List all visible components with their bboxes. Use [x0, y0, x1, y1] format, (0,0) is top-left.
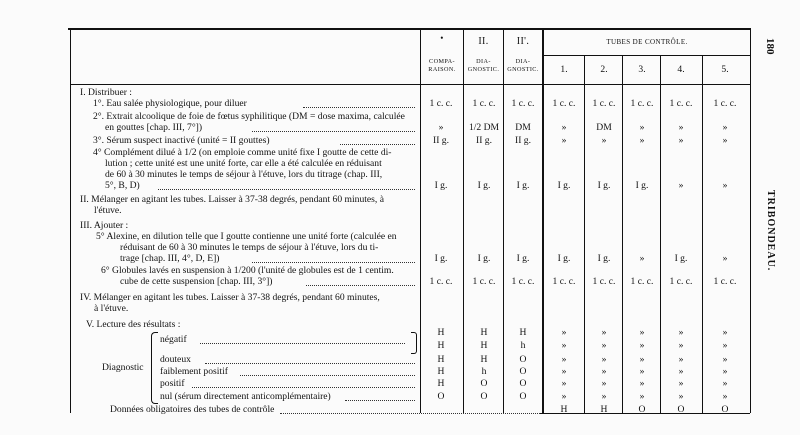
cell-faib-1: H	[437, 366, 445, 377]
cell-r3-6: »	[639, 135, 645, 146]
cell-r3-4: »	[561, 135, 567, 146]
leader-dots-r1	[303, 107, 415, 108]
cell-dout-7: »	[678, 354, 684, 365]
col-II-sub-header: DIA- GNOSTIC.	[467, 58, 500, 73]
tube-number-4: 4.	[677, 64, 685, 75]
cell-r3-8: »	[722, 135, 728, 146]
col-rule-9	[750, 28, 751, 413]
cell-neg2-6: »	[639, 340, 645, 351]
cell-r1-5: 1 c. c.	[592, 98, 616, 109]
cell-faib-5: »	[601, 366, 607, 377]
cell-nul-6: »	[639, 391, 645, 402]
leader-dots-dout	[205, 363, 415, 364]
cell-donnees-3: O	[638, 404, 646, 415]
cell-r1-3: 1 c. c.	[511, 98, 535, 109]
cell-posi-2: O	[480, 378, 488, 389]
leader-dots-r4	[158, 189, 415, 190]
cell-posi-1: H	[437, 378, 445, 389]
cell-posi-4: »	[561, 378, 567, 389]
cell-posi-7: »	[678, 378, 684, 389]
cell-neg2-4: »	[561, 340, 567, 351]
tubes-header: TUBES DE CONTRÔLE.	[606, 38, 688, 46]
cell-neg1-3: H	[519, 327, 527, 338]
cell-dout-2: H	[480, 354, 488, 365]
nul-label: nul (sérum directement anticomplémentaire)	[160, 391, 331, 402]
cell-nul-7: »	[678, 391, 684, 402]
comparaison-header: COMPA- RAISON.	[428, 58, 456, 73]
row5-label-b: réduisant de 60 à 30 minutes le temps de séjour à l'étuve, lors du ti-	[120, 242, 379, 253]
header-bottom-rule	[70, 84, 750, 85]
section-III-title: III. Ajouter :	[80, 220, 129, 231]
row4-label-a: 4° Complément dilué à 1/2 (on emploie comme unité fixe I goutte de cette di-	[93, 147, 392, 158]
cell-r5-4: I g.	[557, 253, 571, 264]
tubes-header-rule	[542, 55, 750, 56]
cell-r1-2: 1 c. c.	[472, 98, 496, 109]
cell-r6-3: 1 c. c.	[511, 276, 535, 287]
table-left-rule	[70, 28, 71, 413]
leader-dots-r3	[340, 144, 415, 145]
cell-nul-2: O	[480, 391, 488, 402]
row6-label-a: 6° Globules lavés en suspension à 1/200 (l'unité de globules est de 1 centim.	[101, 265, 394, 276]
cell-r4-3: I g.	[516, 180, 530, 191]
cell-neg1-4: »	[561, 327, 567, 338]
cell-neg2-7: »	[678, 340, 684, 351]
cell-faib-2: h	[481, 366, 487, 377]
tube-number-1: 1.	[560, 64, 568, 75]
tube-number-3: 3.	[638, 64, 646, 75]
cell-r4-6: I g.	[635, 180, 649, 191]
cell-neg2-8: »	[722, 340, 728, 351]
row3-label: 3°. Sérum suspect inactivé (unité = II gouttes)	[93, 135, 270, 146]
cell-r4-7: »	[678, 180, 684, 191]
cell-donnees-1: H	[560, 404, 568, 415]
cell-r4-4: I g.	[557, 180, 571, 191]
leader-dots-faib	[240, 375, 415, 376]
cell-r1-6: 1 c. c.	[630, 98, 654, 109]
row5-label-a: 5° Alexine, en dilution telle que I goutte contienne une unité forte (calculée en	[96, 231, 397, 242]
cell-posi-6: »	[639, 378, 645, 389]
row4-label-b: lution ; cette unité est une unité forte, car elle a été calculée en réduisant	[105, 158, 382, 169]
diagnostic-label: Diagnostic	[102, 362, 144, 373]
page-number: 180	[764, 38, 776, 55]
leader-dots-r2	[252, 131, 415, 132]
section-II-title-b: l'étuve.	[94, 205, 122, 216]
douteux-label: douteux	[160, 354, 191, 365]
cell-r2-2: 1/2 DM	[468, 122, 500, 133]
cell-neg1-2: H	[480, 327, 488, 338]
cell-dout-8: »	[722, 354, 728, 365]
cell-faib-6: »	[639, 366, 645, 377]
cell-r6-8: 1 c. c.	[713, 276, 737, 287]
cell-faib-7: »	[678, 366, 684, 377]
cell-r6-1: 1 c. c.	[429, 276, 453, 287]
cell-dout-3: O	[519, 354, 527, 365]
cell-nul-8: »	[722, 391, 728, 402]
cell-r6-2: 1 c. c.	[472, 276, 496, 287]
table-top-rule	[68, 28, 750, 30]
cell-donnees-2: H	[600, 404, 608, 415]
section-I-title: I. Distribuer :	[80, 87, 132, 98]
cell-r2-1: »	[438, 122, 444, 133]
cell-r2-5: DM	[596, 122, 612, 133]
cell-posi-8: »	[722, 378, 728, 389]
cell-r4-1: I g.	[434, 180, 448, 191]
cell-neg1-7: »	[678, 327, 684, 338]
cell-r5-6: »	[639, 253, 645, 264]
cell-r3-3: II g.	[515, 135, 531, 146]
col-rule-8	[702, 55, 703, 413]
faiblement-positif-label: faiblement positif	[160, 366, 228, 377]
cell-r4-2: I g.	[477, 180, 491, 191]
cell-faib-8: »	[722, 366, 728, 377]
leader-dots-r6	[306, 285, 415, 286]
cell-r2-3: DM	[515, 122, 531, 133]
running-head: TRIBONDEAU.	[765, 190, 776, 272]
cell-donnees-5: O	[721, 404, 729, 415]
tube-number-5: 5.	[721, 64, 729, 75]
row2-label-b: en gouttes [chap. III, 7°])	[105, 122, 203, 133]
cell-r4-8: »	[722, 180, 728, 191]
cell-r1-4: 1 c. c.	[552, 98, 576, 109]
cell-dout-1: H	[437, 354, 445, 365]
cell-dout-5: »	[601, 354, 607, 365]
cell-r1-8: 1 c. c.	[713, 98, 737, 109]
donnees-label: Données obligatoires des tubes de contrôle	[110, 404, 275, 415]
diagnostic-brace	[151, 332, 158, 404]
cell-r1-1: 1 c. c.	[429, 98, 453, 109]
cell-nul-4: »	[561, 391, 567, 402]
cell-r6-6: 1 c. c.	[630, 276, 654, 287]
row4-label-d: 5°, B, D)	[105, 180, 140, 191]
leader-dots-r5	[252, 262, 415, 263]
comparaison-mark: •	[440, 33, 444, 43]
cell-faib-3: O	[519, 366, 527, 377]
cell-faib-4: »	[561, 366, 567, 377]
cell-r5-1: I g.	[434, 253, 448, 264]
cell-r1-7: 1 c. c.	[669, 98, 693, 109]
cell-r6-5: 1 c. c.	[592, 276, 616, 287]
cell-r2-6: »	[639, 122, 645, 133]
cell-neg2-5: »	[601, 340, 607, 351]
cell-nul-1: O	[437, 391, 445, 402]
section-IV-title-a: IV. Mélanger en agitant les tubes. Laisser à 37-38 degrés, pendant 60 minutes,	[80, 292, 380, 303]
section-II-title-a: II. Mélanger en agitant les tubes. Laisser à 37-38 degrés, pendant 60 minutes, à	[80, 194, 384, 205]
cell-neg1-5: »	[601, 327, 607, 338]
cell-r2-8: »	[722, 122, 728, 133]
negatif-label: négatif	[160, 334, 187, 345]
cell-dout-4: »	[561, 354, 567, 365]
cell-neg1-6: »	[639, 327, 645, 338]
cell-nul-5: »	[601, 391, 607, 402]
cell-r5-2: I g.	[477, 253, 491, 264]
cell-r6-7: 1 c. c.	[669, 276, 693, 287]
cell-neg2-2: H	[480, 340, 488, 351]
section-V-title: V. Lecture des résultats :	[86, 319, 181, 330]
leader-dots-donnees	[280, 413, 540, 414]
cell-r2-7: »	[678, 122, 684, 133]
cell-r5-3: I g.	[516, 253, 530, 264]
cell-r5-8: »	[722, 253, 728, 264]
cell-nul-3: O	[519, 391, 527, 402]
row5-label-c: trage [chap. III, 4°, D, E])	[120, 253, 220, 264]
leader-dots-nul	[345, 400, 415, 401]
cell-neg1-1: H	[437, 327, 445, 338]
row2-label-a: 2°. Extrait alcoolique de foie de fœtus syphilitique (DM = dose maxima, calculée	[93, 111, 405, 122]
cell-r3-1: II g.	[433, 135, 449, 146]
cell-r3-5: »	[601, 135, 607, 146]
row6-label-b: cube de cette suspension [chap. III, 3°])	[120, 276, 273, 287]
cell-r6-4: 1 c. c.	[552, 276, 576, 287]
cell-donnees-4: O	[677, 404, 685, 415]
cell-dout-6: »	[639, 354, 645, 365]
tube-number-2: 2.	[600, 64, 608, 75]
section-IV-title-b: à l'étuve.	[94, 303, 129, 314]
cell-neg2-3: h	[520, 340, 526, 351]
negatif-brace	[411, 332, 417, 354]
cell-neg2-1: H	[437, 340, 445, 351]
cell-r3-7: »	[678, 135, 684, 146]
positif-label: positif	[160, 378, 185, 389]
cell-r4-5: I g.	[597, 180, 611, 191]
cell-r5-7: I g.	[674, 253, 688, 264]
col-II-header: II.	[478, 36, 489, 47]
cell-r3-2: II g.	[476, 135, 492, 146]
leader-dots-neg1	[200, 343, 405, 344]
cell-r2-4: »	[561, 122, 567, 133]
cell-neg1-8: »	[722, 327, 728, 338]
col-IIp-sub-header: DIA- GNOSTIC.	[507, 58, 539, 73]
row4-label-c: de 60 à 30 minutes le temps de séjour à l'étuve, lors du titrage (chap. III,	[105, 169, 383, 180]
cell-r5-5: I g.	[597, 253, 611, 264]
cell-posi-3: O	[519, 378, 527, 389]
leader-dots-posi	[192, 387, 415, 388]
cell-posi-5: »	[601, 378, 607, 389]
row1-label: 1°. Eau salée physiologique, pour diluer	[93, 98, 247, 109]
col-IIp-header: II'.	[516, 36, 530, 47]
